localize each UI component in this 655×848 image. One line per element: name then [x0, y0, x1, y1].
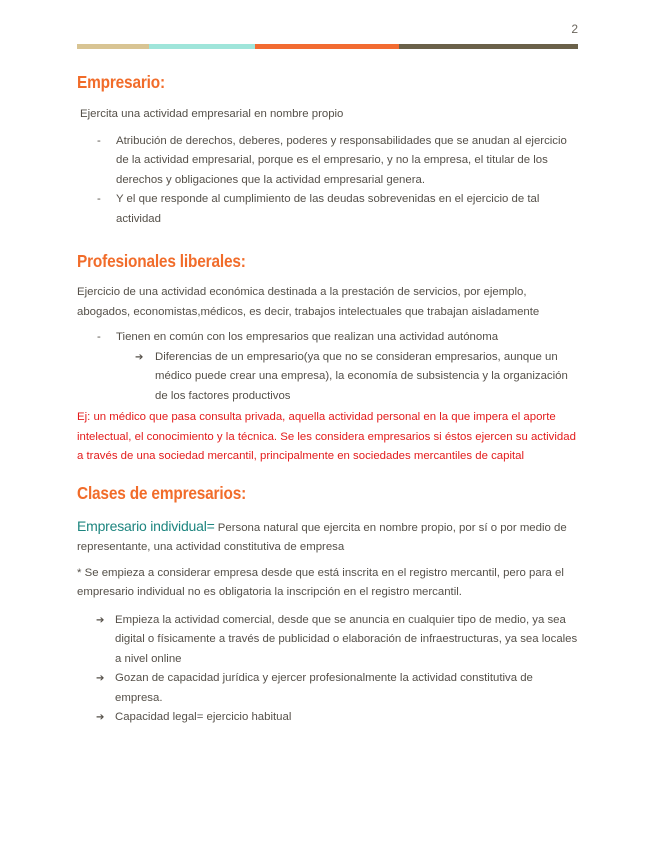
empresario-individual-term: Empresario individual=: [77, 517, 215, 534]
arrow-bullet-icon: ➔: [135, 351, 144, 363]
list-item: ➔ Gozan de capacidad jurídica y ejercer profesionalmente la actividad constitutiva de empresa.: [77, 669, 579, 708]
arrow-bullet-icon: ➔: [96, 614, 105, 626]
color-bar-segment-orange: [255, 44, 399, 49]
profesionales-list: [77, 328, 579, 348]
profesionales-example: Ej: un médico que pasa consulta privada, aquella actividad personal en la que impera el aporte intelectual, el conocimiento y la técnica. Se les considera empresarios si éstos ejercen su actividad a través de una sociedad mercantil, principalmente en sociedades mercantiles de capital: [77, 411, 576, 462]
profesionales-sublist: [77, 348, 579, 407]
list-item: - Y el que responde al cumplimiento de las deudas sobrevenidas en el ejercicio de tal actividad: [77, 190, 579, 229]
section-title-empresario: Empresario:: [77, 72, 165, 92]
section-title-clases: Clases de empresarios:: [77, 482, 247, 503]
color-bar-segment-tan: [77, 44, 149, 49]
profesionales-intro: Ejercicio de una actividad económica destinada a la prestación de servicios, por ejemplo, abogados, economistas,médicos, es decir, trabajos intelectuales que trabajan aisladamente: [77, 286, 540, 318]
page-number: 2: [571, 22, 578, 36]
list-item: ➔ Diferencias de un empresario(ya que no se consideran empresarios, aunque un médico puede crear una empresa), la economía de subsistencia y la organización de los factores productivos: [77, 348, 579, 407]
list-item: ➔ Empieza la actividad comercial, desde que se anuncia en cualquier tipo de medio, ya sea digital o físicamente a través de publicidad o elaboración de infraestructuras, ya sea locales a nivel online: [77, 611, 579, 670]
clases-list: [77, 611, 579, 728]
arrow-bullet-icon: ➔: [96, 673, 105, 684]
dash-bullet-icon: -: [97, 193, 101, 205]
section-title-profesionales: Profesionales liberales:: [77, 251, 246, 271]
document-body: [77, 64, 579, 728]
arrow-bullet-icon: ➔: [96, 712, 105, 723]
color-bar-segment-aqua: [149, 44, 255, 49]
empresario-individual-definition: Empresario individual= Persona natural que ejercita en nombre propio, por sí o por medio de representante, una actividad constitutiva de empresa: [77, 517, 567, 553]
list-item: - Tienen en común con los empresarios que realizan una actividad autónoma: [77, 328, 579, 348]
dash-bullet-icon: -: [97, 331, 101, 343]
list-item: ➔ Capacidad legal= ejercicio habitual: [77, 708, 579, 728]
list-item: - Atribución de derechos, deberes, poderes y responsabilidades que se anudan al ejercicio de la actividad empresarial, porque es el empresario, y no la empresa, el titular de los derechos y obligaciones que la actividad empresarial genera.: [77, 132, 579, 191]
dash-bullet-icon: -: [97, 134, 101, 147]
header-color-bar: [77, 44, 578, 49]
inscription-note: * Se empieza a considerar empresa desde que está inscrita en el registro mercantil, pero para el empresario individual no es obligatoria la inscripción en el registro mercantil.: [77, 566, 564, 598]
color-bar-segment-olive: [399, 44, 578, 49]
empresario-intro: Ejercita una actividad empresarial en nombre propio: [80, 108, 344, 120]
empresario-list: [77, 132, 579, 230]
